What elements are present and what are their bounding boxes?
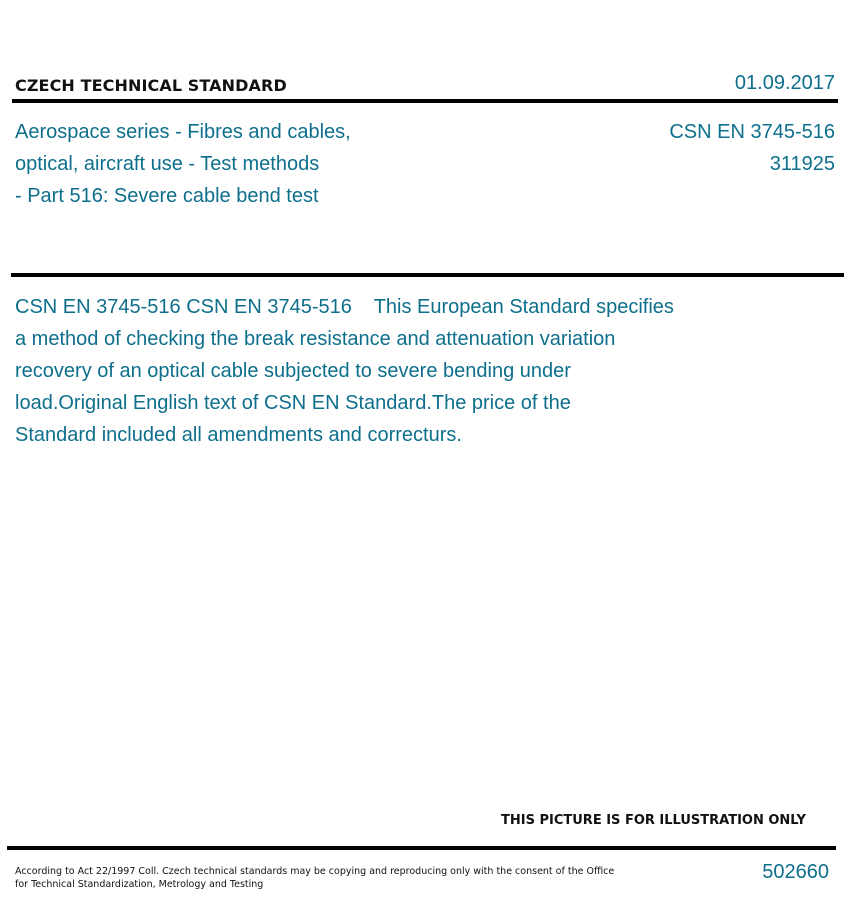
standard-type-label: CZECH TECHNICAL STANDARD — [15, 76, 287, 95]
standard-codes — [669, 116, 835, 180]
legal-line: for Technical Standardization, Metrology and Testing — [15, 879, 264, 890]
abstract-line: recovery of an optical cable subjected to severe bending under — [15, 360, 571, 382]
legal-line: According to Act 22/1997 Coll. Czech technical standards may be copying and reproducing only with the consent of the Office — [15, 866, 615, 877]
middle-divider — [11, 273, 844, 277]
top-divider — [12, 99, 838, 103]
document-id: 502660 — [762, 861, 829, 883]
title-line: - Part 516: Severe cable bend test — [15, 185, 319, 207]
legal-notice — [15, 865, 615, 891]
abstract-line: a method of checking the break resistance and attenuation variation — [15, 328, 616, 350]
title-line: optical, aircraft use - Test methods — [15, 153, 320, 175]
abstract-line: CSN EN 3745-516 CSN EN 3745-516 This European Standard specifies — [15, 296, 674, 318]
title-line: Aerospace series - Fibres and cables, — [15, 121, 351, 143]
bottom-divider — [7, 846, 836, 850]
abstract-line: Standard included all amendments and correcturs. — [15, 424, 462, 446]
classification-code: 311925 — [769, 153, 835, 175]
publication-date: 01.09.2017 — [734, 72, 835, 94]
standard-title — [15, 116, 475, 212]
standard-number: CSN EN 3745-516 — [669, 121, 835, 143]
illustration-notice: THIS PICTURE IS FOR ILLUSTRATION ONLY — [501, 813, 806, 828]
abstract-text — [15, 291, 755, 451]
abstract-line: load.Original English text of CSN EN Standard.The price of the — [15, 392, 571, 414]
